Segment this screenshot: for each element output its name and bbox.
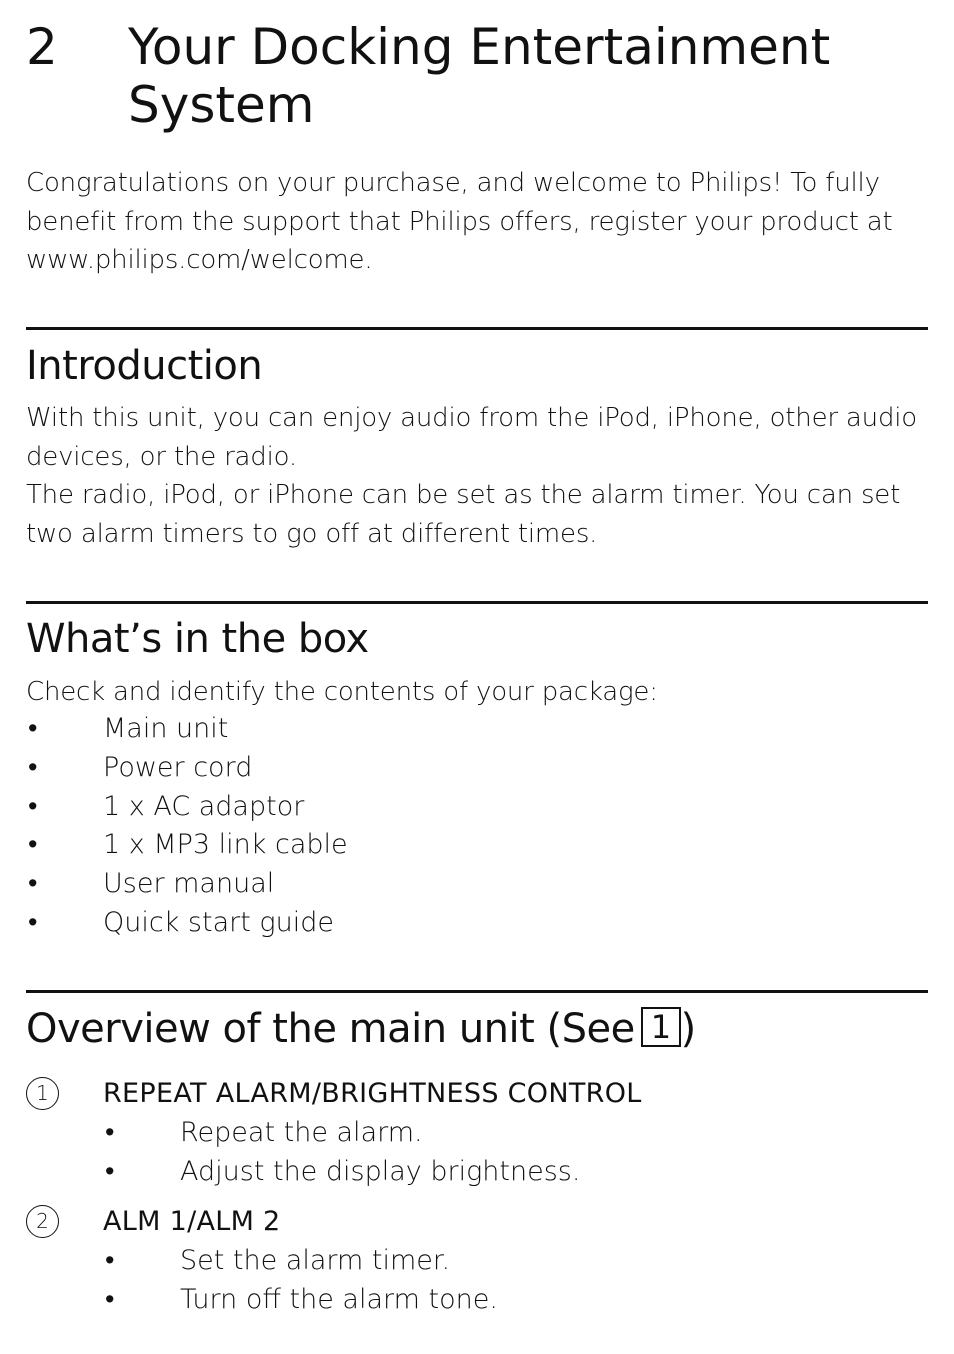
bullet-icon: • [105, 1117, 115, 1148]
item-label: ALM 1/ALM 2 [103, 1206, 281, 1237]
section-divider [26, 601, 928, 604]
overview-item-2 [26, 1203, 926, 1243]
whats-in-box-lead: Check and identify the contents of your package: [26, 677, 658, 707]
overview-heading-text: Overview of the main unit (See [26, 1006, 635, 1052]
bullet-icon: • [28, 790, 38, 822]
overview-heading-suffix: ) [680, 1006, 696, 1052]
introduction-heading: Introduction [26, 343, 263, 389]
bullet-icon: • [28, 713, 38, 744]
item-number-badge: 2 [26, 1205, 59, 1238]
figure-reference-box: 1 [641, 1007, 681, 1047]
overview-item-1 [26, 1075, 926, 1115]
bullet-icon: • [105, 1283, 115, 1315]
whats-in-box-heading: What’s in the box [26, 616, 369, 662]
chapter-title: Your Docking Entertainment System [128, 18, 831, 134]
introduction-paragraph-2: The radio, iPod, or iPhone can be set as the alarm timer. You can set two alarm timers to go off at different times. [26, 480, 901, 549]
bullet-icon: • [105, 1155, 115, 1187]
welcome-paragraph: Congratulations on your purchase, and welcome to Philips! To fully benefit from the support that Philips offers, register your product at www.philips.com/welcome. [26, 168, 893, 275]
section-divider [26, 327, 928, 330]
item-label: REPEAT ALARM/BRIGHTNESS CONTROL [103, 1078, 642, 1109]
section-divider [26, 990, 928, 993]
introduction-paragraph-1: With this unit, you can enjoy audio from the iPod, iPhone, other audio devices, or the radio. [26, 403, 917, 472]
bullet-icon: • [28, 868, 38, 900]
bullet-icon: • [105, 1245, 115, 1276]
manual-page: 2 Your Docking Entertainment System Congratulations on your purchase, and welcome to Philips! To fully benefit from the support that Philips offers, register your product at www.philips.com/welcome. Introduction With this unit, you can enjoy audio from the iPod, iPhone, other audio devices, or the radio. The radio, iPod, or iPhone can be set as the alarm timer. You can set two alarm timers to go off at different times. What’s in the box Check and identify the contents of your package: • Main unit • Power cord • 1 x AC adaptor • 1 x MP3 link cable • User manual • Quick start guide Overview of the main unit (See 1 ) 1 REPEAT ALARM/BRIGHTNESS CONTROL • Repeat the alarm. • Adjust the display brightness. 2 ALM 1/ALM 2 • Set the alarm timer. • Turn off the alarm tone. [0, 0, 954, 1354]
bullet-icon: • [28, 906, 38, 938]
bullet-icon: • [28, 751, 38, 783]
chapter-number: 2 [26, 18, 58, 76]
overview-heading [26, 1005, 696, 1053]
bullet-icon: • [28, 829, 38, 861]
item-number-badge: 1 [26, 1077, 59, 1110]
